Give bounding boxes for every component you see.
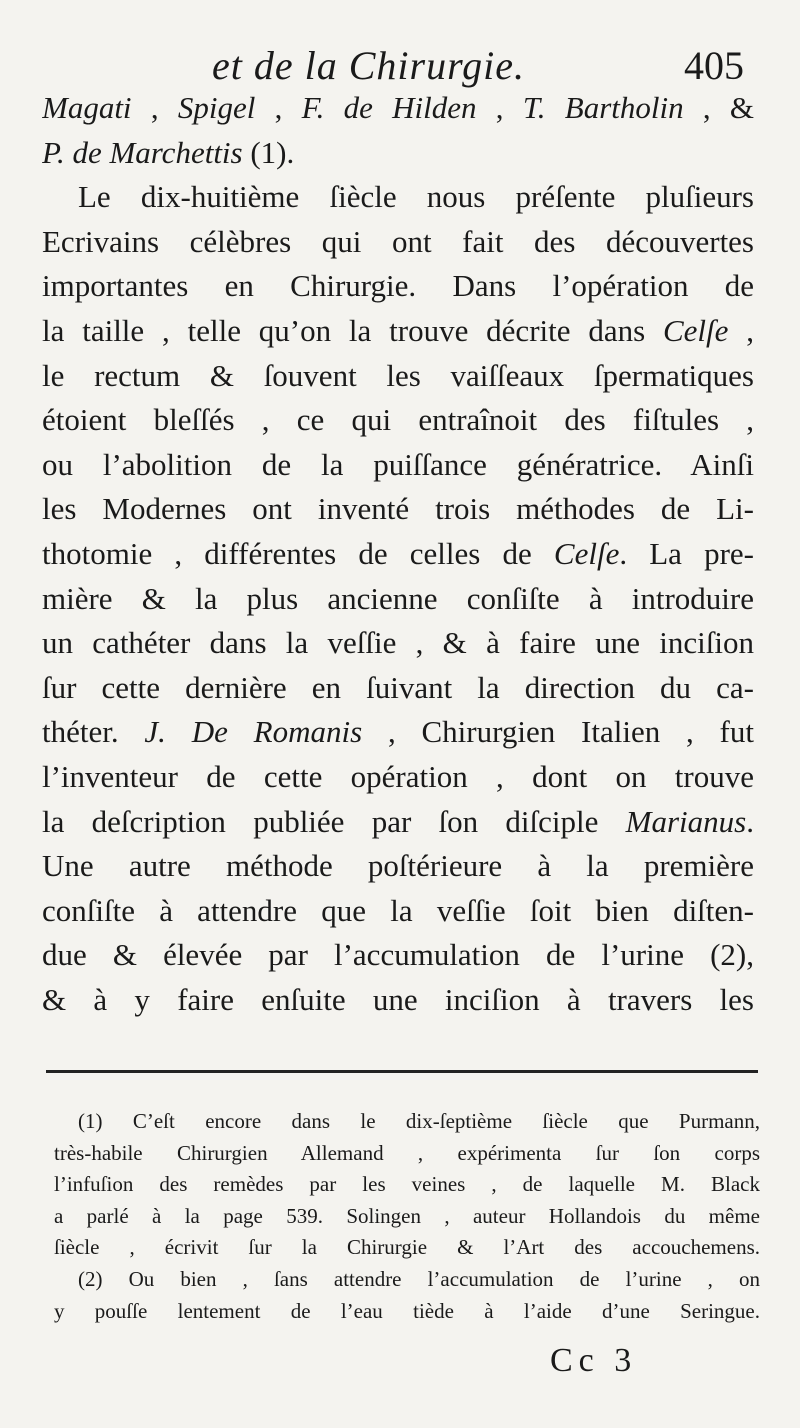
text-segment: (1). (242, 134, 295, 170)
text-line (42, 755, 754, 800)
running-head (0, 42, 800, 92)
footnote-line: y pouſſe lentement de l’eau tiède à l’aide d’une Seringue. (54, 1298, 760, 1323)
text-segment: , (131, 90, 178, 125)
footnote-line: (2) Ou bien , ſans attendre l’accumulation de l’urine , on (78, 1266, 760, 1291)
italic-text: Magati (42, 90, 132, 125)
text-line (42, 933, 754, 978)
text-segment: thotomie , différentes de celles de (42, 535, 554, 571)
text-line (42, 264, 754, 309)
text-line (42, 710, 754, 755)
text-segment: la deſcription publiée par ſon diſciple (42, 803, 626, 839)
text-line (42, 844, 754, 889)
text-segment: théter. (42, 714, 145, 750)
text-segment: ſur cette dernière en ſuivant la direction du ca- (42, 669, 754, 705)
text-segment: . (746, 803, 754, 839)
text-segment: , Chirurgien Italien , fut (362, 714, 754, 750)
text-segment: ou l’abolition de la puiſſance génératrice. Ainſi (42, 446, 754, 482)
italic-text: Celſe (553, 535, 620, 571)
text-segment: mière & la plus ancienne conſiſte à introduire (42, 580, 754, 616)
text-segment: Le dix-huitième ſiècle nous préſente pluſieurs (78, 179, 754, 215)
italic-text: Celſe (663, 312, 729, 348)
footnote-line: très-habile Chirurgien Allemand , expérimenta ſur ſon corps (54, 1140, 760, 1165)
text-line (42, 978, 754, 1023)
text-segment: due & élevée par l’accumulation de l’urine (2), (42, 937, 754, 973)
text-segment: , (476, 90, 523, 125)
text-line (42, 666, 754, 711)
text-segment: les Modernes ont inventé trois méthodes de Li- (42, 491, 754, 527)
running-title: et de la Chirurgie. (212, 43, 526, 88)
italic-text: Spigel (177, 90, 256, 125)
text-line (42, 487, 754, 532)
footnote-line: (1) C’eſt encore dans le dix-ſeptième ſiècle que Purmann, (78, 1109, 760, 1133)
text-segment: . La pre- (619, 535, 754, 571)
text-line (42, 443, 754, 488)
text-segment: l’inventeur de cette opération , dont on trouve (42, 758, 754, 794)
italic-text: T. Bartholin (522, 90, 684, 125)
text-line (42, 532, 754, 577)
italic-text: Marianus (625, 803, 747, 839)
text-line (42, 309, 754, 354)
main-text (42, 86, 754, 1022)
text-line (42, 889, 754, 934)
text-segment: , & (683, 90, 754, 125)
text-segment: Une autre méthode poſtérieure à la première (42, 848, 754, 884)
page-number: 405 (684, 43, 744, 88)
text-segment: étoient bleſſés , ce qui entraînoit des fiſtules , (42, 402, 754, 438)
text-segment: le rectum & ſouvent les vaiſſeaux ſpermatiques (42, 357, 754, 393)
text-segment: Ecrivains célèbres qui ont fait des découvertes (42, 223, 754, 259)
italic-text: J. De Romanis (144, 714, 363, 750)
text-segment: conſiſte à attendre que la veſſie ſoit bien diſten- (42, 892, 754, 928)
text-line (42, 577, 754, 622)
text-segment: un cathéter dans la veſſie , & à faire une inciſion (42, 625, 754, 661)
text-line (42, 131, 754, 176)
footnote-line: a parlé à la page 539. Solingen , auteur Hollandois du même (54, 1203, 760, 1228)
footnote-line: l’infuſion des remèdes par les veines , de laquelle M. Black (54, 1172, 760, 1197)
text-line (42, 621, 754, 666)
text-segment: la taille , telle qu’on la trouve décrite dans (42, 312, 663, 348)
italic-text: P. de Marchettis (42, 134, 243, 170)
text-line (42, 800, 754, 845)
text-segment: & à y faire enſuite une inciſion à travers les (42, 981, 754, 1017)
footnotes (54, 1106, 760, 1327)
footnote-line: ſiècle , écrivit ſur la Chirurgie & l’Art des accouchemens. (54, 1235, 760, 1260)
text-line (42, 175, 754, 220)
text-segment: , (255, 90, 302, 125)
signature-mark: Cc 3 (550, 1342, 638, 1379)
text-line (42, 86, 754, 131)
text-line (42, 354, 754, 399)
text-segment: importantes en Chirurgie. Dans l’opération de (42, 268, 754, 304)
footnote-rule (46, 1070, 758, 1073)
text-line (42, 220, 754, 265)
text-line (42, 398, 754, 443)
italic-text: F. de Hilden (301, 90, 477, 125)
text-segment: , (728, 312, 754, 348)
